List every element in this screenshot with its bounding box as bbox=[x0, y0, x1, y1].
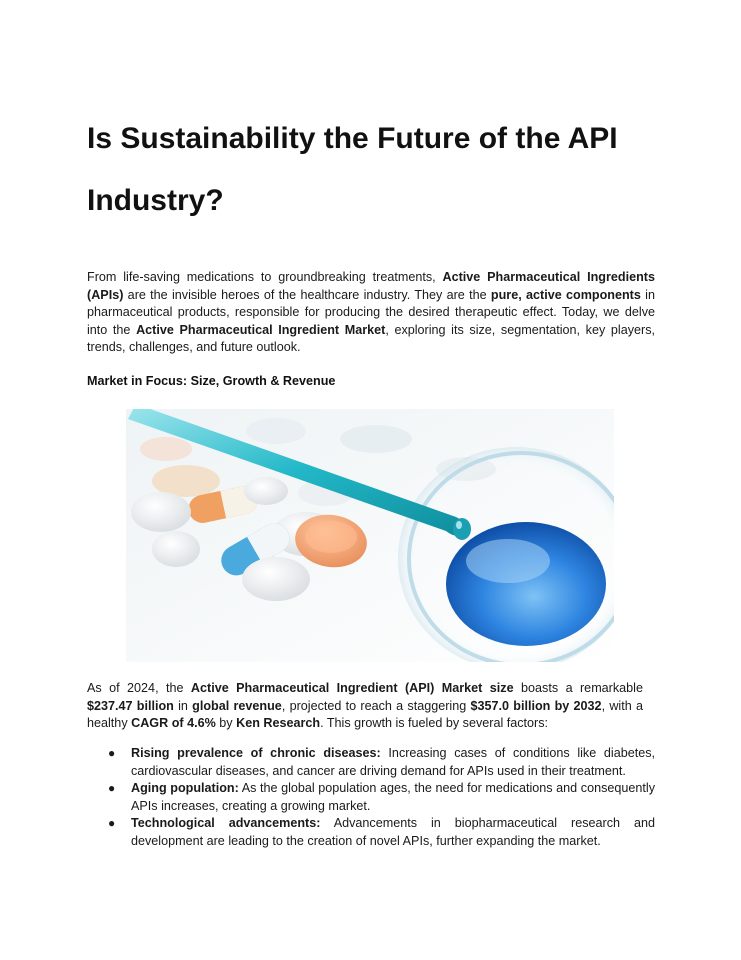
market-text-1: As of 2024, the bbox=[87, 681, 191, 695]
market-bold-size: Active Pharmaceutical Ingredient (API) Market size bbox=[190, 681, 514, 695]
intro-bold-apis: Active Pharmaceutical Ingredients (APIs) bbox=[87, 270, 655, 302]
market-text-4: , projected to reach a staggering bbox=[281, 698, 471, 713]
page-title: Is Sustainability the Future of the API Industry? bbox=[87, 122, 618, 217]
list-item bbox=[105, 780, 655, 815]
list-item-text: As the global population ages, the need for medications and consequently APIs increases, creating a growing market. bbox=[131, 781, 655, 813]
market-text-5: , with a healthy bbox=[87, 698, 643, 731]
intro-text-2: are the invisible heroes of the healthcare industry. They are the bbox=[123, 287, 491, 302]
bullet-icon: ● bbox=[108, 781, 116, 796]
market-text-6: by bbox=[215, 716, 237, 731]
list-item-text: Increasing cases of conditions like diabetes, cardiovascular diseases, and cancer are driving demand for APIs used in their treatment. bbox=[131, 746, 656, 778]
market-bold-cagr: CAGR of 4.6% bbox=[131, 716, 216, 731]
market-text-2: boasts a remarkable bbox=[513, 681, 643, 695]
list-item-title: Technological advancements: bbox=[131, 816, 321, 831]
market-bold-global-revenue: global revenue bbox=[192, 698, 282, 713]
intro-text-4: , exploring its size, segmentation, key players, trends, challenges, and future outlook. bbox=[87, 322, 655, 355]
market-paragraph bbox=[87, 680, 643, 733]
list-item-title: Aging population: bbox=[131, 781, 239, 796]
list-item-title: Rising prevalence of chronic diseases: bbox=[131, 746, 381, 760]
intro-paragraph bbox=[87, 269, 655, 357]
market-bold-revenue-value: $237.47 billion bbox=[87, 698, 174, 713]
intro-bold-market: Active Pharmaceutical Ingredient Market bbox=[136, 322, 386, 337]
intro-text-1: From life-saving medications to groundbreaking treatments, bbox=[87, 270, 443, 284]
growth-factors-list bbox=[105, 745, 655, 851]
market-text-3: in bbox=[173, 698, 193, 713]
list-item bbox=[105, 745, 655, 780]
bullet-icon: ● bbox=[108, 816, 116, 831]
intro-text-3: in pharmaceutical products, responsible for producing the desired therapeutic effect. Today, we delve into the bbox=[87, 287, 655, 337]
bullet-icon: ● bbox=[108, 746, 116, 760]
list-item-text: Advancements in biopharmaceutical research and development are leading to the creation of novel APIs, further expanding the market. bbox=[131, 816, 655, 848]
intro-bold-pure-active: pure, active components bbox=[490, 287, 641, 302]
market-bold-source: Ken Research bbox=[236, 716, 321, 731]
section-heading: Market in Focus: Size, Growth & Revenue bbox=[87, 374, 336, 388]
pills-and-pipette-image bbox=[126, 409, 614, 662]
market-bold-forecast: $357.0 billion by 2032 bbox=[470, 698, 602, 713]
market-text-7: . This growth is fueled by several factors: bbox=[320, 716, 549, 731]
list-item bbox=[105, 815, 655, 850]
